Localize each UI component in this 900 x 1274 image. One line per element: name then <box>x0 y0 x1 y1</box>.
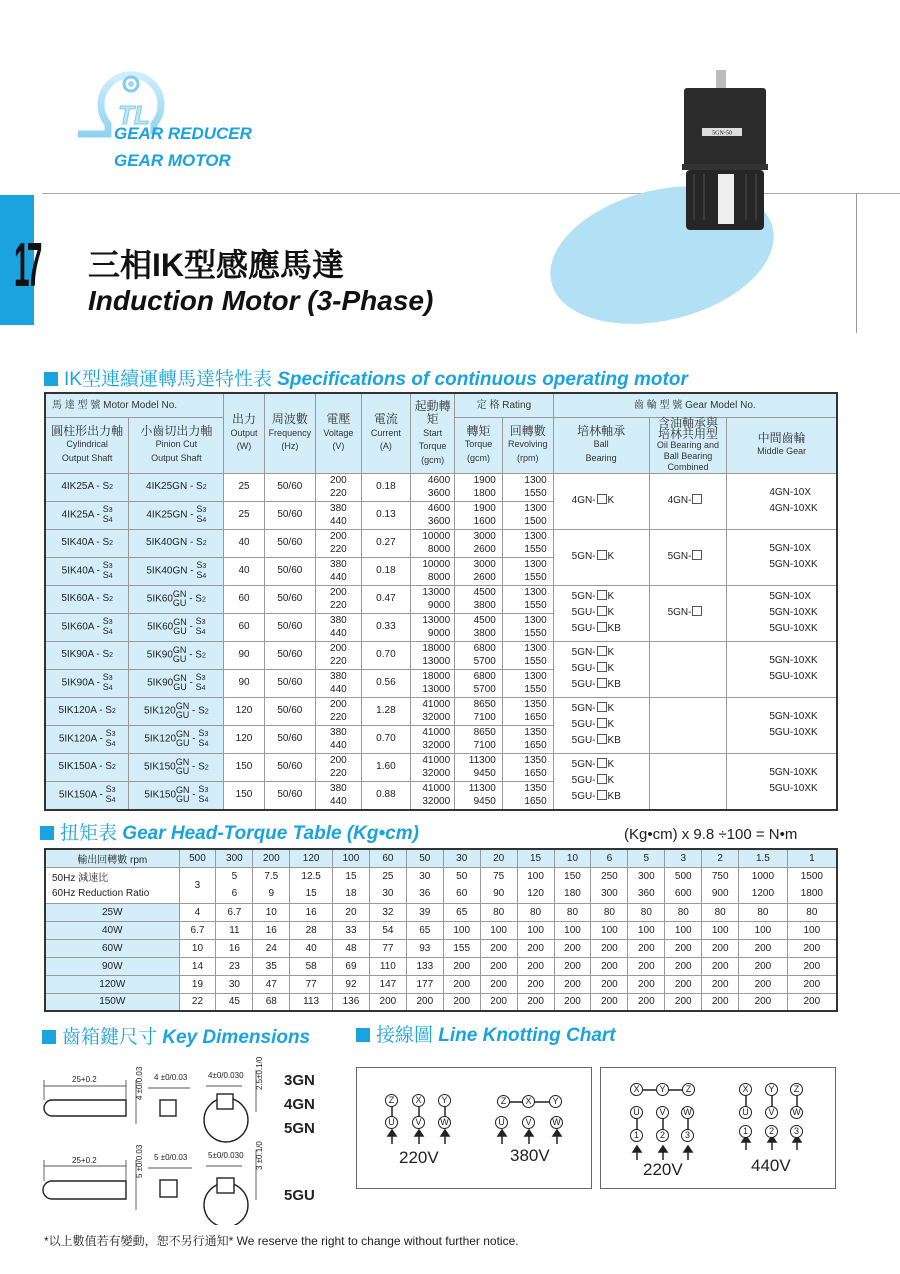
torque-section-heading: 扭矩表 Gear Head-Torque Table (Kg•cm) <box>40 818 419 845</box>
ratio-50-row: 50Hz 減速比 3 5 7.5 12.5 15 25 30 50 75 100 150 250 300 500 750 1000 1500 <box>45 867 837 885</box>
svg-text:4 ±0/0.03: 4 ±0/0.03 <box>154 1073 188 1082</box>
rated-rpm: 1350 1650 <box>502 697 553 725</box>
frequency: 50/60 <box>264 529 315 557</box>
output-w: 60 <box>224 585 264 613</box>
header-oil-bearing: 含油軸承與 培林共用型 Oil Bearing and Ball Bearing Combined <box>649 417 727 473</box>
frequency: 50/60 <box>264 473 315 501</box>
rated-rpm: 1300 1550 <box>502 669 553 697</box>
motor-image <box>676 70 772 232</box>
start-torque: 4600 3600 <box>411 501 455 529</box>
voltage: 380 440 <box>315 781 361 810</box>
frequency: 50/60 <box>264 697 315 725</box>
svg-text:5±0/0.030: 5±0/0.030 <box>208 1151 244 1160</box>
svg-text:2.5±0.1/0: 2.5±0.1/0 <box>255 1056 264 1090</box>
rated-rpm: 1300 1550 <box>502 641 553 669</box>
rated-torque: 8650 7100 <box>455 725 503 753</box>
torque-row: 90W 14 23 35 58 69 110 133 200 200 200 200 200 200 200 200 200 200 <box>45 957 837 975</box>
pinion-model: 5IK40GN - S2 <box>129 529 224 557</box>
rated-torque: 11300 9450 <box>455 753 503 781</box>
start-torque: 13000 9000 <box>411 613 455 641</box>
svg-text:4 ±0/0.03: 4 ±0/0.03 <box>135 1066 144 1100</box>
oil-bearing-gear <box>649 641 727 697</box>
start-torque: 41000 32000 <box>411 725 455 753</box>
output-w: 150 <box>224 781 264 810</box>
voltage: 200 220 <box>315 641 361 669</box>
frequency: 50/60 <box>264 753 315 781</box>
header-revolving: 回轉數 Revolving (rpm) <box>502 417 553 473</box>
svg-text:25+0.2: 25+0.2 <box>72 1156 97 1165</box>
current: 0.47 <box>361 585 410 613</box>
start-torque: 18000 13000 <box>411 641 455 669</box>
torque-row: 150W 22 45 68 113 136 200 200 200 200 200 200 200 200 200 200 200 200 <box>45 993 837 1011</box>
rpm-row: 輸出回轉數 rpm 500 300 200 120 100 60 50 30 20 15 10 6 5 3 2 1.5 1 <box>45 849 837 867</box>
section-square-icon <box>42 1030 56 1044</box>
start-torque: 10000 8000 <box>411 529 455 557</box>
current: 0.33 <box>361 613 410 641</box>
pinion-model: 5IK150 GN GU - S3 S4 <box>129 781 224 810</box>
svg-text:5 ±0/0.03: 5 ±0/0.03 <box>154 1153 188 1162</box>
section-square-icon <box>356 1028 370 1042</box>
header-gear-model: 齒 輪 型 號 Gear Model No. <box>553 393 837 417</box>
cyl-model: 5IK40A - S2 <box>45 529 129 557</box>
frequency: 50/60 <box>264 725 315 753</box>
ratio-60-row: 60Hz Reduction Ratio 6 9 15 18 30 36 60 90 120 180 300 360 600 900 1200 1800 <box>45 885 837 903</box>
knot-section-heading: 接線圖 Line Knotting Chart <box>356 1020 616 1047</box>
start-torque: 18000 13000 <box>411 669 455 697</box>
header-start-torque: 起動轉矩 Start Torque (gcm) <box>411 393 455 473</box>
voltage-220-star: 220V <box>399 1148 439 1167</box>
pinion-model: 4IK25GN - S2 <box>129 473 224 501</box>
header-middle-gear: 中間齒輪 Middle Gear <box>727 417 837 473</box>
rated-torque: 6800 5700 <box>455 641 503 669</box>
cyl-model: 5IK90A - S2 <box>45 641 129 669</box>
pinion-model: 4IK25GN - S3 S4 <box>129 501 224 529</box>
rpm-label: 輸出回轉數 rpm <box>45 849 179 867</box>
header-torque: 轉矩 Torque (gcm) <box>455 417 503 473</box>
middle-gear: 5GN-10XK 5GU-10XK <box>727 697 837 753</box>
current: 0.13 <box>361 501 410 529</box>
rated-rpm: 1300 1500 <box>502 501 553 529</box>
rated-rpm: 1300 1550 <box>502 613 553 641</box>
header-right-border <box>856 193 857 333</box>
voltage: 200 220 <box>315 585 361 613</box>
cyl-model: 5IK120A - S3 S4 <box>45 725 129 753</box>
ball-bearing-gear: 5GN- K 5GU- K 5GU- KB <box>553 585 649 641</box>
voltage: 380 440 <box>315 613 361 641</box>
cyl-model: 5IK90A - S3 S4 <box>45 669 129 697</box>
torque-row: 25W 4 6.7 10 16 20 32 39 65 80 80 80 80 80 80 80 80 80 <box>45 903 837 921</box>
voltage-380: 380V <box>510 1146 550 1165</box>
oil-bearing-gear: 4GN- <box>649 473 727 529</box>
pinion-model: 5IK90 GN GU - S3 S4 <box>129 669 224 697</box>
current: 0.27 <box>361 529 410 557</box>
rated-torque: 1900 1800 <box>455 473 503 501</box>
rated-torque: 8650 7100 <box>455 697 503 725</box>
svg-text:3 ±0.1/0: 3 ±0.1/0 <box>255 1141 264 1170</box>
rated-torque: 3000 2600 <box>455 557 503 585</box>
key-section-heading: 齒箱鍵尺寸 Key Dimensions <box>42 1022 310 1049</box>
section-square-icon <box>40 826 54 840</box>
svg-text:4±0/0.030: 4±0/0.030 <box>208 1071 244 1080</box>
svg-text:TL: TL <box>118 100 150 130</box>
output-w: 150 <box>224 753 264 781</box>
start-torque: 41000 32000 <box>411 781 455 810</box>
rated-torque: 6800 5700 <box>455 669 503 697</box>
cyl-model: 5IK150A - S2 <box>45 753 129 781</box>
torque-row: 120W 19 30 47 77 92 147 177 200 200 200 200 200 200 200 200 200 200 <box>45 975 837 993</box>
rated-rpm: 1300 1550 <box>502 557 553 585</box>
key-dimension-drawing <box>36 1050 276 1225</box>
torque-table <box>44 848 838 1012</box>
rated-rpm: 1350 1650 <box>502 753 553 781</box>
start-torque: 13000 9000 <box>411 585 455 613</box>
output-w: 90 <box>224 641 264 669</box>
oil-bearing-gear <box>649 697 727 753</box>
rated-rpm: 1350 1650 <box>502 725 553 753</box>
key-model-5gu: 5GU <box>284 1187 315 1204</box>
svg-text:5GN-50: 5GN-50 <box>712 130 732 137</box>
current: 0.70 <box>361 641 410 669</box>
header-cylindrical: 圓柱形出力軸 Cylindrical Output Shaft <box>45 417 129 473</box>
output-w: 60 <box>224 613 264 641</box>
cyl-model: 5IK60A - S3 S4 <box>45 613 129 641</box>
pinion-model: 5IK90 GN GU - S2 <box>129 641 224 669</box>
voltage-220-delta: 220V <box>643 1160 683 1179</box>
ball-bearing-gear: 5GN- K 5GU- K 5GU- KB <box>553 697 649 753</box>
spec-table <box>44 392 838 811</box>
start-torque: 41000 32000 <box>411 697 455 725</box>
frequency: 50/60 <box>264 613 315 641</box>
output-w: 120 <box>224 725 264 753</box>
voltage: 200 220 <box>315 473 361 501</box>
frequency: 50/60 <box>264 669 315 697</box>
svg-text:25+0.2: 25+0.2 <box>72 1075 97 1084</box>
rated-rpm: 1350 1650 <box>502 781 553 810</box>
current: 0.18 <box>361 473 410 501</box>
key-model-4gn: 4GN <box>284 1096 315 1113</box>
cyl-model: 5IK60A - S2 <box>45 585 129 613</box>
header-voltage: 電壓 Voltage (V) <box>315 393 361 473</box>
output-w: 120 <box>224 697 264 725</box>
spec-section-heading: IK型連續運轉馬達特性表 Specifications of continuous operating motor <box>44 364 688 391</box>
start-torque: 41000 32000 <box>411 753 455 781</box>
spec-row <box>45 529 837 557</box>
current: 0.56 <box>361 669 410 697</box>
rated-rpm: 1300 1550 <box>502 529 553 557</box>
rated-torque: 1900 1600 <box>455 501 503 529</box>
cyl-model: 5IK150A - S3 S4 <box>45 781 129 810</box>
header-pinion: 小齒切出力軸 Pinion Cut Output Shaft <box>129 417 224 473</box>
oil-bearing-gear: 5GN- <box>649 529 727 585</box>
rated-rpm: 1300 1550 <box>502 585 553 613</box>
brand-line-2: GEAR MOTOR <box>114 151 231 170</box>
conversion-formula: (Kg•cm) x 9.8 ÷100 = N•m <box>624 826 798 843</box>
key-model-5gn: 5GN <box>284 1120 315 1137</box>
page-title-en: Induction Motor (3-Phase) <box>88 285 434 316</box>
header-current: 電流 Current (A) <box>361 393 410 473</box>
current: 0.70 <box>361 725 410 753</box>
cyl-model: 5IK120A - S2 <box>45 697 129 725</box>
pinion-model: 5IK150 GN GU - S2 <box>129 753 224 781</box>
middle-gear: 4GN-10X 4GN-10XK <box>727 473 837 529</box>
voltage: 380 440 <box>315 669 361 697</box>
footer-notice: *以上數值若有變動，恕不另行通知* We reserve the right to change without further notice. <box>44 1234 519 1248</box>
page-number: 17 <box>14 231 40 300</box>
pinion-model: 5IK120 GN GU - S3 S4 <box>129 725 224 753</box>
voltage: 200 220 <box>315 753 361 781</box>
page-title-zh: 三相IK型感應馬達 <box>88 247 345 283</box>
torque-row: 40W 6.7 11 16 28 33 54 65 100 100 100 100 100 100 100 100 100 100 <box>45 921 837 939</box>
ball-bearing-gear: 4GN- K <box>553 473 649 529</box>
header-output: 出力 Output (W) <box>224 393 264 473</box>
frequency: 50/60 <box>264 781 315 810</box>
middle-gear: 5GN-10X 5GN-10XK 5GU-10XK <box>727 585 837 641</box>
output-w: 40 <box>224 529 264 557</box>
spec-row <box>45 473 837 501</box>
current: 0.18 <box>361 557 410 585</box>
middle-gear: 5GN-10XK 5GU-10XK <box>727 753 837 810</box>
ball-bearing-gear: 5GN- K <box>553 529 649 585</box>
frequency: 50/60 <box>264 557 315 585</box>
rated-torque: 4500 3800 <box>455 613 503 641</box>
voltage: 380 440 <box>315 557 361 585</box>
spec-row <box>45 585 837 613</box>
middle-gear: 5GN-10X 5GN-10XK <box>727 529 837 585</box>
voltage: 200 220 <box>315 697 361 725</box>
output-w: 90 <box>224 669 264 697</box>
spec-row <box>45 753 837 781</box>
output-w: 25 <box>224 473 264 501</box>
output-w: 25 <box>224 501 264 529</box>
ball-bearing-gear: 5GN- K 5GU- K 5GU- KB <box>553 641 649 697</box>
cyl-model: 4IK25A - S2 <box>45 473 129 501</box>
oil-bearing-gear: 5GN- <box>649 585 727 641</box>
section-square-icon <box>44 372 58 386</box>
header-motor-model: 馬 達 型 號 Motor Model No. <box>45 393 224 417</box>
header-rating: 定 格 Rating <box>455 393 553 417</box>
brand-line-1: GEAR REDUCER <box>114 124 252 143</box>
pinion-model: 5IK120 GN GU - S2 <box>129 697 224 725</box>
spec-row <box>45 641 837 669</box>
frequency: 50/60 <box>264 501 315 529</box>
start-torque: 4600 3600 <box>411 473 455 501</box>
key-model-3gn: 3GN <box>284 1072 315 1089</box>
current: 1.60 <box>361 753 410 781</box>
current: 1.28 <box>361 697 410 725</box>
voltage: 380 440 <box>315 725 361 753</box>
voltage: 380 440 <box>315 501 361 529</box>
voltage-440: 440V <box>751 1156 791 1175</box>
rated-rpm: 1300 1550 <box>502 473 553 501</box>
frequency: 50/60 <box>264 641 315 669</box>
knot-diagram-right: X Y Z U V W 1 2 3 X Y Z U V W 1 2 3 220V 440V <box>600 1067 836 1189</box>
rated-torque: 4500 3800 <box>455 585 503 613</box>
cyl-model: 4IK25A - S3 S4 <box>45 501 129 529</box>
svg-text:5 ±0/0.03: 5 ±0/0.03 <box>135 1144 144 1178</box>
pinion-model: 5IK60 GN GU - S2 <box>129 585 224 613</box>
output-w: 40 <box>224 557 264 585</box>
pinion-model: 5IK60 GN GU - S3 S4 <box>129 613 224 641</box>
knot-diagram-left: Z X Y U V W Z X Y U V W 220V 380V <box>356 1067 592 1189</box>
torque-row: 60W 10 16 24 40 48 77 93 155 200 200 200 200 200 200 200 200 200 <box>45 939 837 957</box>
spec-row <box>45 697 837 725</box>
cyl-model: 5IK40A - S3 S4 <box>45 557 129 585</box>
header-ball-bearing: 培林軸承 Ball Bearing <box>553 417 649 473</box>
frequency: 50/60 <box>264 585 315 613</box>
voltage: 200 220 <box>315 529 361 557</box>
current: 0.88 <box>361 781 410 810</box>
start-torque: 10000 8000 <box>411 557 455 585</box>
rated-torque: 11300 9450 <box>455 781 503 810</box>
oil-bearing-gear <box>649 753 727 810</box>
middle-gear: 5GN-10XK 5GU-10XK <box>727 641 837 697</box>
rated-torque: 3000 2600 <box>455 529 503 557</box>
pinion-model: 5IK40GN - S3 S4 <box>129 557 224 585</box>
ball-bearing-gear: 5GN- K 5GU- K 5GU- KB <box>553 753 649 810</box>
header-frequency: 周波數 Frequency (Hz) <box>264 393 315 473</box>
